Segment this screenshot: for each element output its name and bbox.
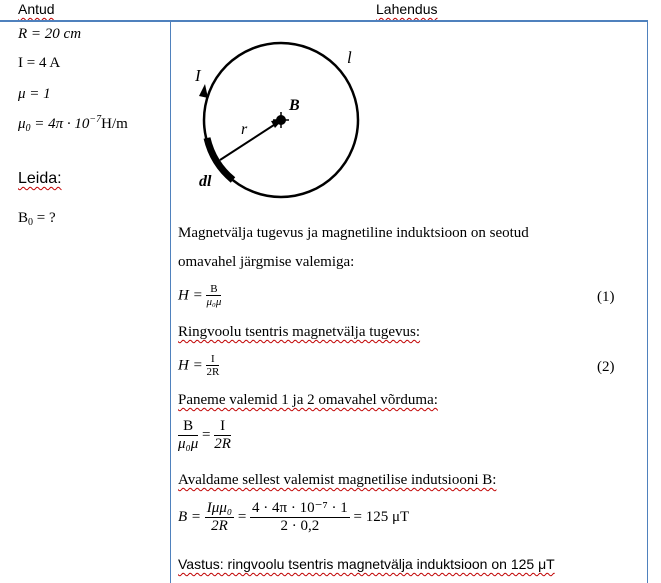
solution-header: Lahendus	[376, 1, 438, 17]
solution-para-3: Ringvoolu tsentris magnetvälja tugevus:	[178, 324, 421, 340]
mu0-unit: H/m	[101, 116, 128, 132]
label-B: B	[289, 97, 300, 114]
label-I: I	[195, 66, 201, 85]
label-dl: dl⃗	[199, 173, 224, 190]
header-rule	[0, 20, 648, 22]
current-loop-figure	[185, 30, 375, 205]
find-B-sub: 0	[28, 217, 34, 228]
eq3-equals: =	[202, 426, 211, 443]
eq2-lhs: H =	[178, 357, 203, 374]
eq3-num2: I	[214, 418, 231, 436]
eq4-equals: =	[237, 508, 247, 525]
given-header: Antud	[18, 1, 55, 17]
equation-3	[178, 418, 231, 453]
eq2-num: I	[206, 353, 219, 366]
eq1-num: B	[206, 283, 221, 296]
eq4-den1: 2R	[211, 517, 228, 534]
eq1-den: μ₀μ	[206, 296, 222, 309]
solution-para-2: omavahel järgmise valemiga:	[178, 254, 355, 270]
eq4-num1: Iμμ₀	[206, 500, 233, 516]
equation-4	[178, 500, 409, 535]
find-B-symbol: B	[18, 210, 29, 226]
solution-para-1: Magnetvälja tugevus ja magnetiline induktsioon on seotud	[178, 225, 529, 241]
radius-vector	[220, 123, 277, 160]
equation-1	[178, 283, 221, 309]
given-mu: μ = 1	[18, 86, 51, 102]
given-radius: R = 20 cm	[18, 26, 82, 42]
right-border	[647, 22, 648, 583]
given-mu0	[18, 114, 128, 134]
equation-2	[178, 353, 219, 379]
eq3-den2: 2R	[214, 435, 231, 452]
eq3-num1: B	[178, 418, 198, 436]
find-B	[18, 210, 56, 228]
mu0-symbol: μ	[18, 116, 26, 132]
eq4-num2: 4 · 4π · 10⁻⁷ · 1	[252, 500, 348, 516]
solution-para-5: Avaldame sellest valemist magnetilise indutsiooni B:	[178, 472, 497, 488]
current-arrow-icon	[199, 84, 208, 98]
eq4-result: = 125 μT	[353, 508, 410, 525]
eq4-lhs: B =	[178, 508, 202, 525]
eq1-number: (1)	[597, 289, 615, 305]
eq4-den2: 2 · 0,2	[280, 517, 320, 534]
label-r: r	[241, 121, 248, 138]
given-current: I = 4 A	[18, 55, 61, 71]
eq1-lhs: H =	[178, 287, 203, 304]
table-header	[0, 0, 648, 20]
eq3-den1: μ₀μ	[178, 435, 199, 452]
find-label: Leida:	[18, 170, 62, 187]
mu0-value: = 4π · 10	[30, 116, 90, 132]
eq2-den: 2R	[206, 366, 220, 379]
mu0-sub: 0	[25, 123, 31, 134]
column-divider	[170, 22, 171, 583]
eq2-number: (2)	[597, 359, 615, 375]
label-l: l	[347, 48, 352, 67]
solution-para-4: Paneme valemid 1 ja 2 omavahel võrduma:	[178, 392, 438, 408]
answer-line: Vastus: ringvoolu tsentris magnetvälja induktsioon on 125 μT	[178, 556, 555, 572]
mu0-exp: −7	[89, 114, 102, 125]
find-B-rest: = ?	[33, 210, 56, 226]
